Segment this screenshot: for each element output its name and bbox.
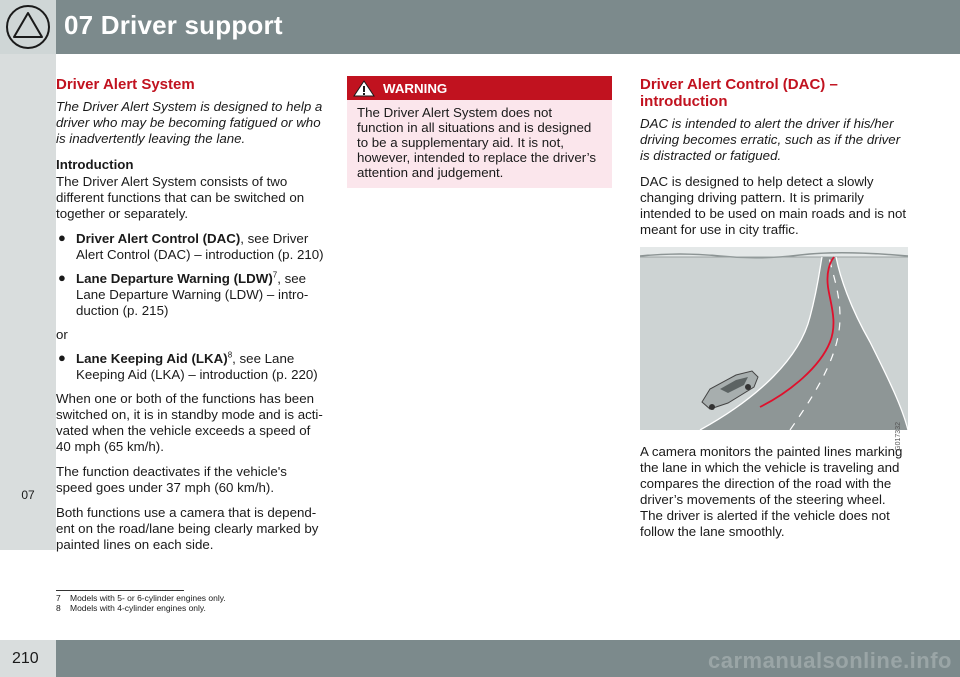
footnote-divider [56,590,184,591]
bullet-icon: ● [58,230,66,245]
section-title: Driver Alert Control (DAC) – introduction [640,76,838,110]
footnote-ref: 7 [272,270,278,280]
list-item-text: , see Lane Keeping Aid (LKA) – introduction (p. 220) [76,351,318,382]
footnote [56,603,226,613]
column-driver-alert-system [56,76,324,562]
intro-text: The Driver Alert System consists of two different functions that can be switched on together or separately. [56,174,305,221]
warning-text: The Driver Alert System does not function in all situations and is designed to be a supplementary aid. It is not, however, intended to replace the driver’s attention and judgement. [357,105,596,180]
paragraph: When one or both of the functions has been switched on, it is in standby mode and is activated when the vehicle exceeds a speed of 40 mph (65 km/h). [56,391,323,454]
warning-icon [353,80,375,97]
page-number: 210 [12,650,39,667]
list-item [56,351,324,383]
list-item [56,271,324,319]
page-number-box [0,640,56,677]
warning-triangle-icon [0,0,56,54]
road-drawing [640,247,908,430]
dac-link[interactable]: Driver Alert Control (DAC) [76,231,241,246]
footnotes [56,593,226,613]
chapter-tab-label: 07 [21,488,35,502]
figure-code: G017332 [895,422,902,451]
warning-title: WARNING [383,81,448,96]
section-title: Driver Alert System [56,76,195,93]
footnote-mark: 8 [56,603,61,613]
function-list [56,231,324,319]
chapter-title: 07 Driver support [64,10,283,40]
header-icon-box [0,0,56,54]
watermark: carmanualsonline.info [708,648,952,673]
section-lead: DAC is intended to alert the driver if his/her driving becomes erratic, such as if the driver is distracted or fatigued. [640,116,901,163]
warning-box [347,76,612,188]
lka-link[interactable]: Lane Keeping Aid (LKA) [76,351,228,366]
footnote-text: Models with 4-cylinder engines only. [70,603,206,613]
page-footer [0,640,960,677]
list-item [56,231,324,263]
function-list-2 [56,351,324,383]
list-item-text: , see Driver Alert Control (DAC) – introduction (p. 210) [76,231,324,262]
bullet-icon: ● [58,270,66,285]
list-item-text: , see Lane Departure Warning (LDW) – introduction (p. 215) [76,271,309,318]
paragraph: A camera monitors the painted lines marking the lane in which the vehicle is traveling and compares the direction of the road with the driver’s movements of the steering wheel. The driver is alerted if the vehicle does not follow the lane smoothly. [640,444,903,539]
ldw-link[interactable]: Lane Departure Warning (LDW) [76,271,273,286]
or-text: or [56,327,68,342]
column-warning [347,76,612,188]
section-lead: The Driver Alert System is designed to help a driver who may be becoming fatigued or who is inadvertently leaving the lane. [56,99,323,146]
chapter-side-tab [0,54,56,550]
paragraph: The function deactivates if the vehicle's speed goes under 37 mph (60 km/h). [56,464,287,495]
footnote [56,593,226,603]
bullet-icon: ● [58,350,66,365]
footnote-text: Models with 5- or 6-cylinder engines only. [70,593,226,603]
page-header [0,0,960,54]
column-dac-intro [640,76,908,549]
warning-header [347,76,612,100]
footnote-mark: 7 [56,593,61,603]
paragraph: Both functions use a camera that is dependent on the road/lane being clearly marked by painted lines on each side. [56,505,319,552]
intro-heading: Introduction [56,157,134,172]
road-illustration [640,247,908,451]
footnote-ref: 8 [227,350,233,360]
paragraph: DAC is designed to help detect a slowly changing driving pattern. It is primarily intended to be used on main roads and is not meant for use in city traffic. [640,174,907,237]
